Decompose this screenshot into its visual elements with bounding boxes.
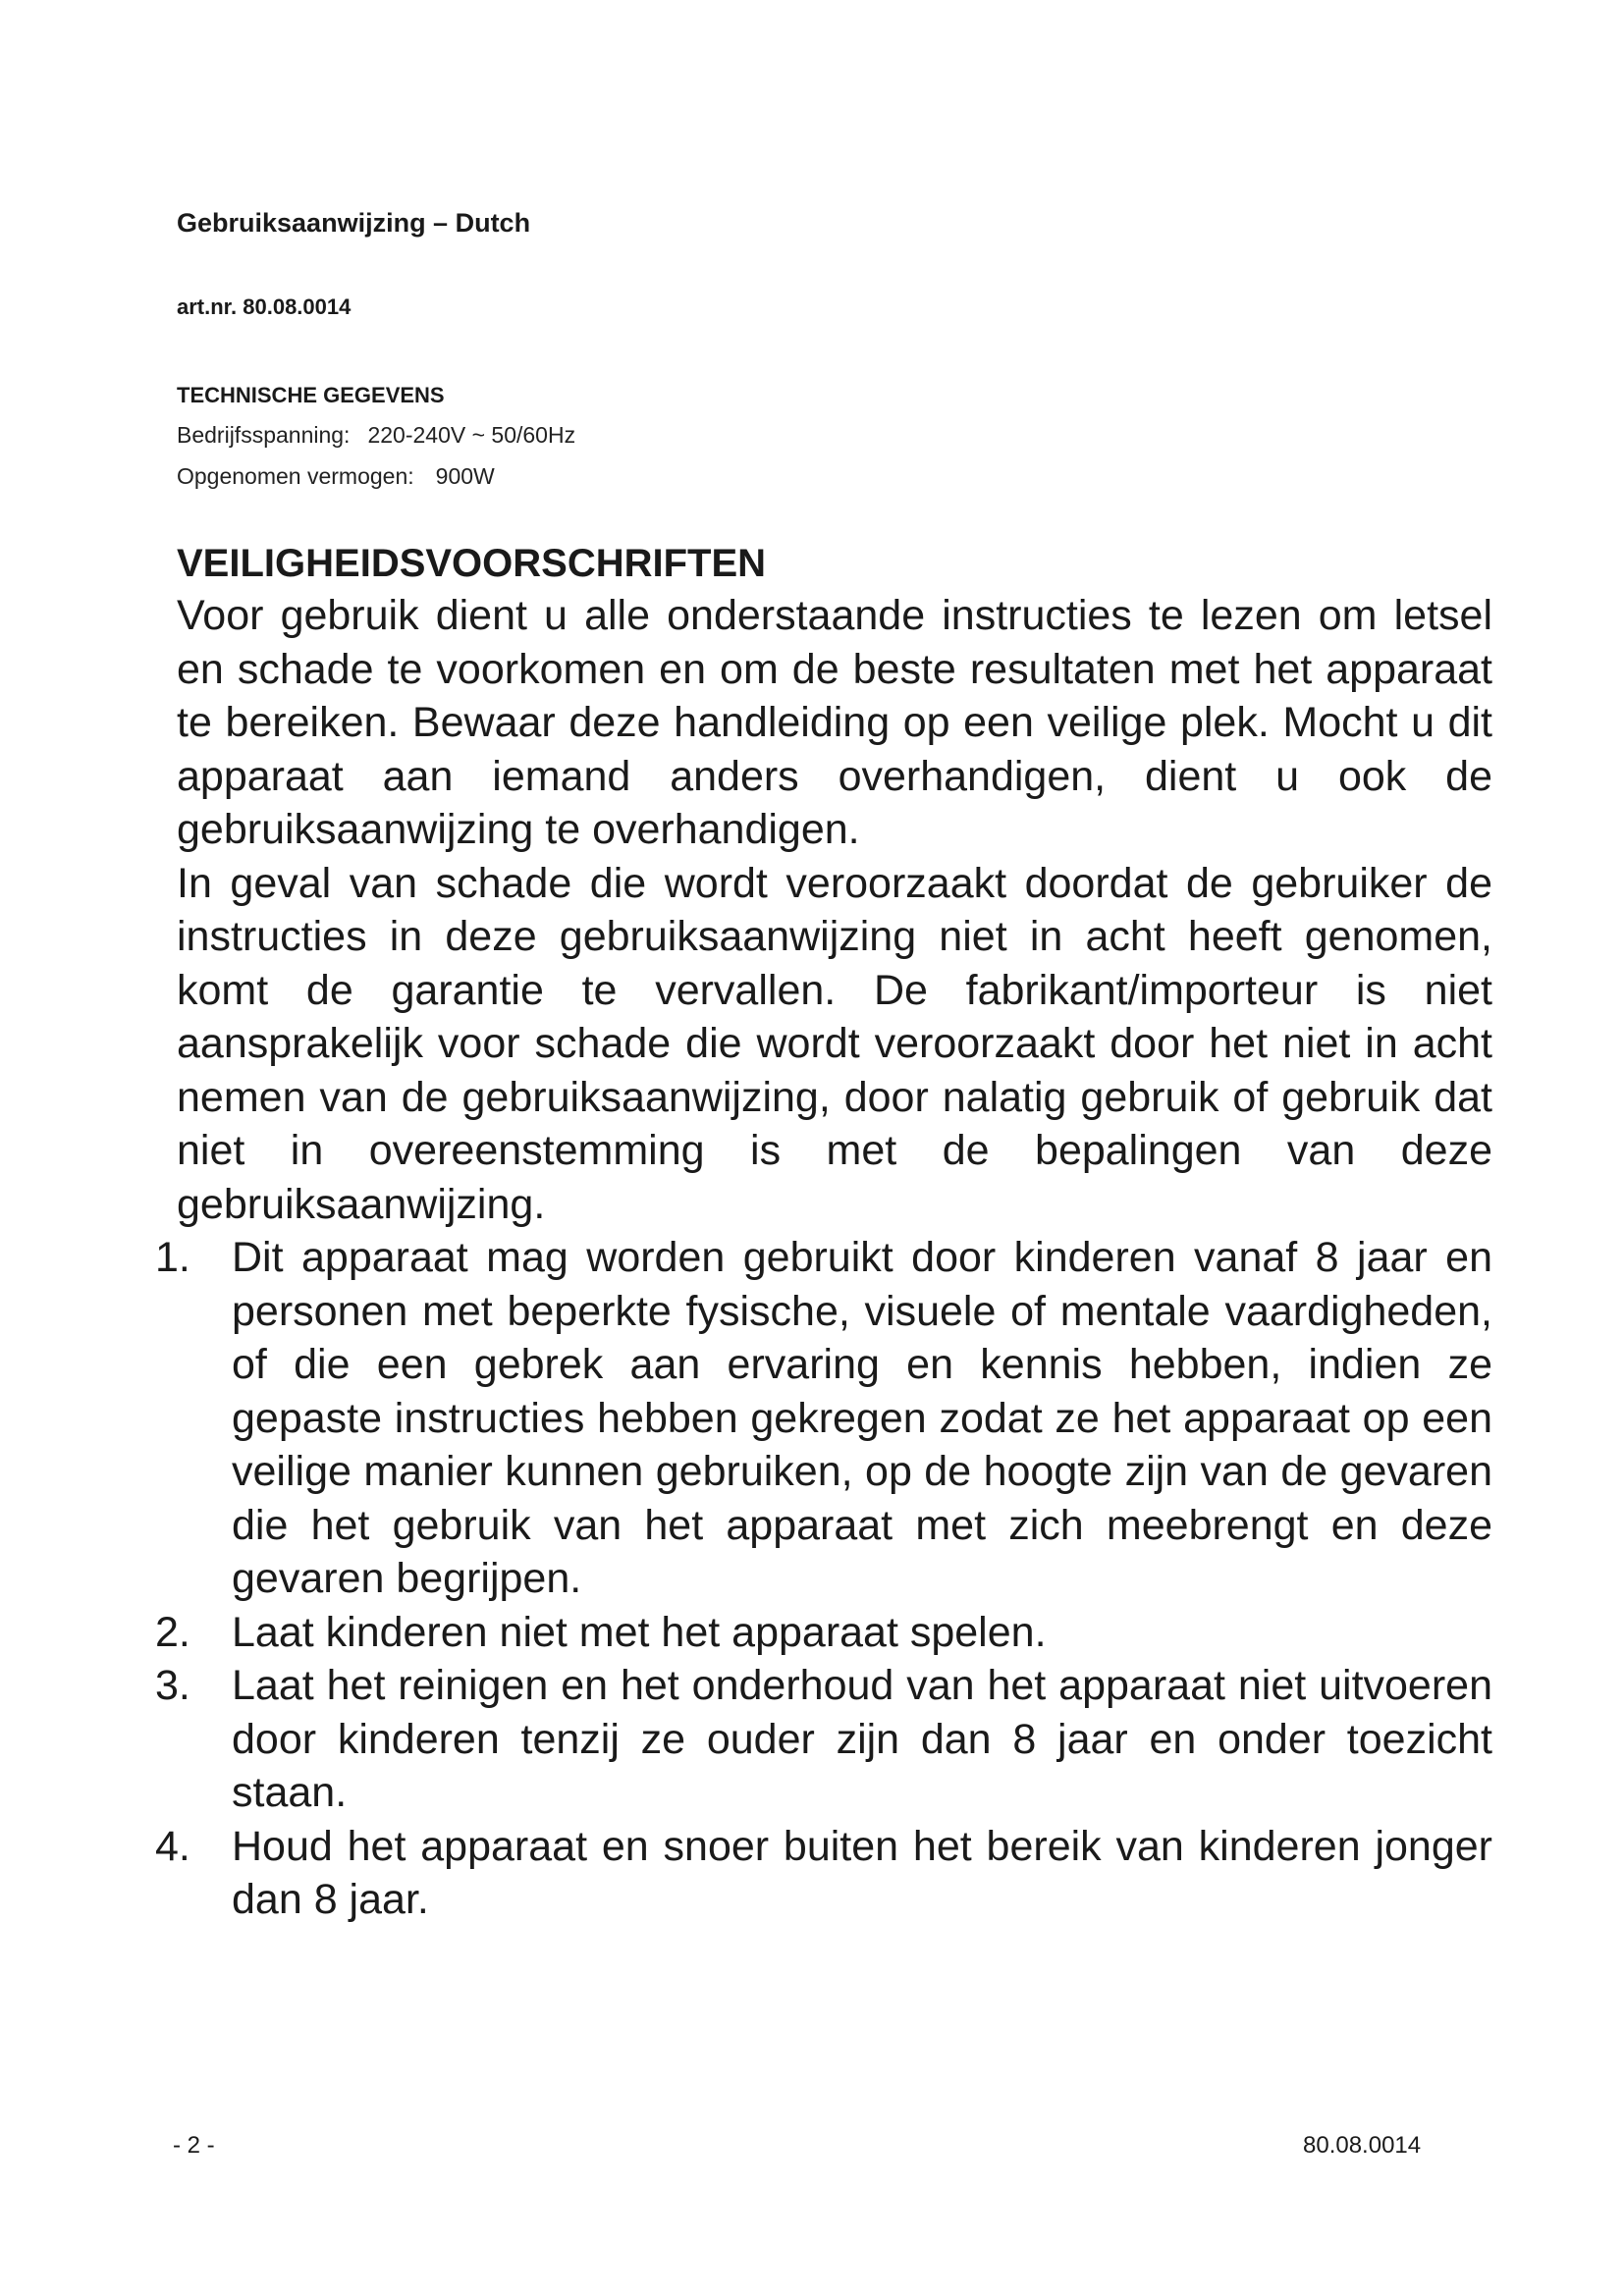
technical-data-heading: TECHNISCHE GEGEVENS [177, 383, 445, 407]
safety-paragraph-warranty: In geval van schade die wordt veroorzaakt doordat de gebruiker de instructies in deze gebruiksaanwijzing niet in acht heeft genomen, komt de garantie te vervallen. De fabrikant/importeur is niet aansprakelijk voor schade die wordt veroorzaakt door het niet in acht nemen van de gebruiksaanwijzing, door nalatig gebruik of gebruik dat niet in overeenstemming is met de bepalingen van deze gebruiksaanwijzing. [177, 859, 1492, 1228]
spec-row-voltage [177, 422, 575, 449]
safety-list [155, 1231, 1492, 1927]
article-number: art.nr. 80.08.0014 [177, 294, 352, 319]
list-item-number: 2. [155, 1608, 190, 1656]
spec-label: Bedrijfsspanning: [177, 422, 351, 448]
spec-value: 900W [435, 463, 495, 489]
safety-heading: VEILIGHEIDSVOORSCHRIFTEN [177, 542, 767, 585]
list-item-text: Houd het apparaat en snoer buiten het bereik van kinderen jonger dan 8 jaar. [232, 1822, 1492, 1923]
list-item-text: Laat het reinigen en het onderhoud van het apparaat niet uitvoeren door kinderen tenzij ze ouder zijn dan 8 jaar en onder toezicht staan. [232, 1662, 1492, 1816]
list-item [155, 1606, 1492, 1660]
safety-paragraph-intro: Voor gebruik dient u alle onderstaande instructies te lezen om letsel en schade te voorkomen en om de beste resultaten met het apparaat te bereiken. Bewaar deze handleiding op een veilige plek. Mocht u dit apparaat aan iemand anders overhandigen, dient u ook de gebruiksaanwijzing te overhandigen. [177, 592, 1492, 853]
spec-label: Opgenomen vermogen: [177, 463, 414, 489]
list-item-number: 3. [155, 1662, 190, 1709]
page-number: - 2 - [173, 2132, 215, 2159]
footer-article-code: 80.08.0014 [1303, 2132, 1422, 2159]
list-item [155, 1659, 1492, 1820]
list-item-text: Laat kinderen niet met het apparaat spelen. [232, 1608, 1047, 1656]
document-title: Gebruiksaanwijzing – Dutch [177, 208, 531, 238]
list-item-text: Dit apparaat mag worden gebruikt door kinderen vanaf 8 jaar en personen met beperkte fysische, visuele of mentale vaardigheden, of die een gebrek aan ervaring en kennis hebben, indien ze gepaste instructies hebben gekregen zodat ze het apparaat op een veilige manier kunnen gebruiken, op de hoogte zijn van de gevaren die het gebruik van het apparaat met zich meebrengt en deze gevaren begrijpen. [232, 1234, 1492, 1602]
list-item [155, 1820, 1492, 1927]
list-item-number: 1. [155, 1234, 190, 1281]
spec-value: 220-240V ~ 50/60Hz [367, 422, 576, 448]
spec-row-power [177, 463, 495, 490]
safety-section [155, 538, 1492, 1927]
list-item-number: 4. [155, 1822, 190, 1870]
list-item [155, 1231, 1492, 1606]
